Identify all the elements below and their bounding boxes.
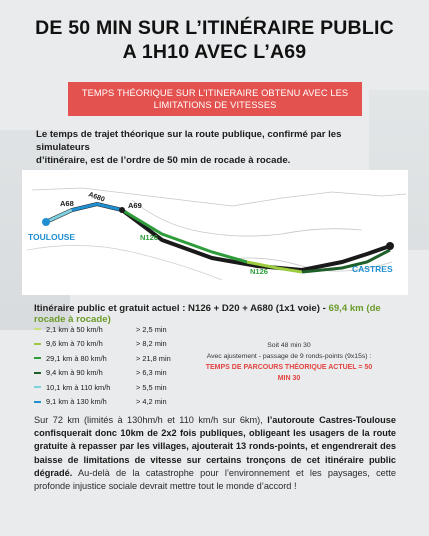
speed-legend (34, 322, 204, 409)
toulouse-marker (42, 218, 50, 226)
legend-distance: 9,4 km à 90 km/h (46, 368, 103, 378)
legend-swatch (34, 401, 41, 403)
subtitle-banner (68, 82, 362, 116)
legend-row (34, 380, 204, 395)
body-intro: Sur 72 km (limités à 130hm/h et 110 km/h sur 6km), (34, 415, 268, 425)
summary-total: Soit 48 min 30 (267, 342, 311, 349)
legend-time: > 2,5 min (136, 324, 167, 334)
legend-swatch (34, 386, 41, 388)
title-line-1: DE 50 MIN SUR L’ITINÉRAIRE PUBLIC (35, 17, 394, 39)
legend-time: > 21,8 min (136, 353, 171, 363)
legend-time: > 6,3 min (136, 368, 167, 378)
label-toulouse: TOULOUSE (28, 232, 76, 242)
body-outro: Au-delà de la catastrophe pour l’environnement et les paysages, cette profonde injustice sociale devrait mettre tout le monde d’accord ! (34, 467, 396, 492)
legend-swatch (34, 328, 41, 330)
castres-marker (386, 242, 394, 250)
legend-swatch (34, 372, 41, 374)
title-line-2: A 1H10 AVEC L’A69 (122, 41, 307, 63)
banner-line-1: TEMPS THÉORIQUE SUR L’ITINERAIRE OBTENU AVEC LES (81, 88, 349, 98)
map-background (22, 170, 408, 295)
legend-distance: 10,1 km à 110 km/h (46, 382, 111, 392)
legend-title-main: Itinéraire public et gratuit actuel : N126 + D20 + A680 (1x1 voie) - (34, 303, 329, 314)
legend-row (34, 337, 204, 352)
summary-adjustment: Avec ajustement - passage de 9 ronds-points (9x15s) : (206, 353, 372, 360)
junction-marker (119, 207, 125, 213)
intro-line-2: d’itinéraire, est de l’ordre de 50 min de rocade à rocade. (36, 155, 291, 166)
summary-result: TEMPS DE PARCOURS THÉORIQUE ACTUEL = 50 MIN 30 (205, 364, 373, 382)
legend-time: > 4,2 min (136, 397, 167, 407)
label-a69: A69 (128, 201, 142, 210)
legend-distance: 9,1 km à 130 km/h (46, 397, 107, 407)
label-n126-west: N126 (140, 233, 158, 242)
legend-time: > 8,2 min (136, 339, 167, 349)
legend-swatch (34, 357, 41, 359)
intro-text (36, 128, 396, 167)
intro-line-1: Le temps de trajet théorique sur la route publique, confirmé par les simulateurs (36, 129, 342, 153)
page-title (0, 16, 429, 64)
legend-distance: 2,1 km à 50 km/h (46, 324, 103, 334)
banner-line-2: LIMITATIONS DE VITESSES (153, 100, 277, 110)
legend-distance: 9,6 km à 70 km/h (46, 339, 103, 349)
legend-row (34, 366, 204, 381)
label-a68: A68 (60, 199, 74, 208)
legend-title-accent: 69,4 km (de rocade à rocade) (34, 303, 381, 325)
label-a680: A680 (87, 191, 106, 204)
legend-row (34, 395, 204, 410)
body-bold: l’autoroute Castres-Toulouse confisquerait donc 10km de 2x2 fois publiques, obligeant les usagers de la route gratuite à repasser par les villages, ajouterait 13 ronds-points, et engendrerait des baisse de limitations de vitesse sur certains tronçons de cet itinéraire public dégradé. (34, 415, 396, 478)
legend-row (34, 351, 204, 366)
legend-time: > 5,5 min (136, 382, 167, 392)
label-castres: CASTRES (352, 264, 393, 274)
travel-time-summary (204, 340, 374, 384)
body-paragraph (34, 414, 396, 493)
legend-distance: 29,1 km à 80 km/h (46, 353, 107, 363)
label-n126-east: N126 (250, 267, 268, 276)
legend-swatch (34, 343, 41, 345)
route-map (22, 170, 408, 295)
legend-row (34, 322, 204, 337)
